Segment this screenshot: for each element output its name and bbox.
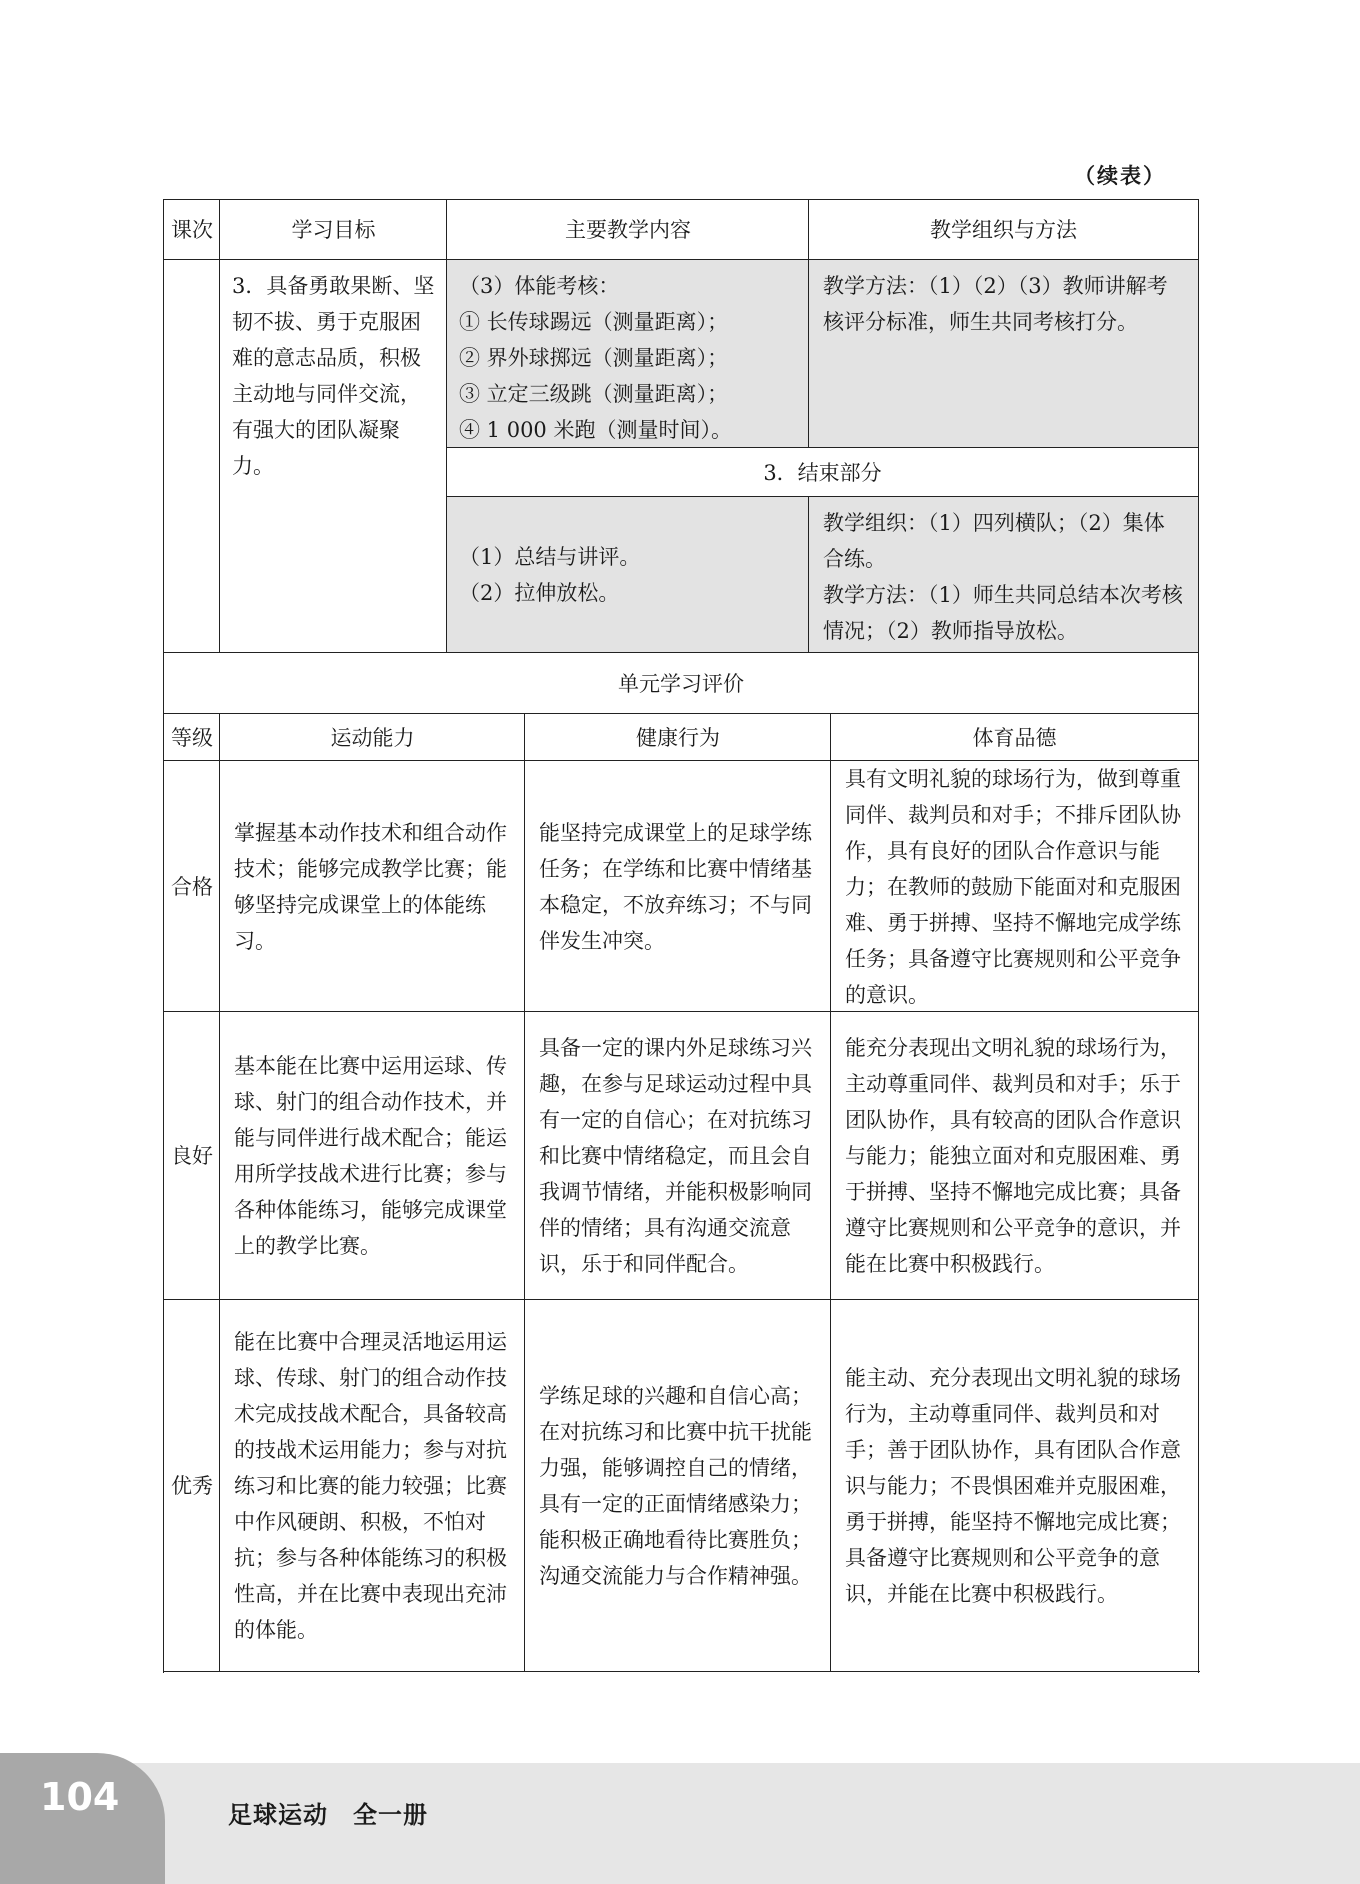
health-cell [525,1300,831,1672]
fitness-test [447,268,809,448]
rule [808,199,809,448]
ethics-cell [831,761,1198,1012]
rule [1198,199,1199,1673]
motor-cell [220,1300,525,1672]
list-item: ③ 立定三级跳（测量距离）； [459,382,729,406]
ending-items [447,497,809,653]
motor-text: 基本能在比赛中运用运球、传球、射门的组合动作技术，并能与同伴进行战术配合；能运用所学技战术进行比赛；参与各种体能练习，能够完成课堂上的教学比赛。 [234,1054,507,1258]
rule [219,713,220,1672]
level-label: 合格 [171,874,213,899]
ethics-text: 具有文明礼貌的球场行为，做到尊重同伴、裁判员和对手；不排斥团队协作，具有良好的团队合作意识与能力；在教师的鼓励下能面对和克服困难、勇于拼搏、坚持不懈地完成学练任务；具备遵守比赛规则和公平竞争的意识。 [845,766,1181,1007]
rule [447,496,1198,497]
motor-text: 掌握基本动作技术和组合动作技术；能够完成教学比赛；能够坚持完成课堂上的体能练习。 [234,820,507,953]
page-number: 104 [40,1775,120,1819]
list-item: ② 界外球掷远（测量距离）； [459,346,729,370]
book-title: 足球运动 全一册 [228,1801,428,1829]
motor-cell [220,761,525,1012]
goal-text: 3．具备勇敢果断、坚韧不拔、勇于克服困难的意志品质，积极主动地与同伴交流，有强大的团队凝聚力。 [232,274,435,478]
footer-bar [0,1763,1360,1884]
rule [808,496,809,653]
ethics-text: 能充分表现出文明礼貌的球场行为，主动尊重同伴、裁判员和对手；乐于团队协作，具有较高的团队合作意识与能力；能独立面对和克服困难、勇于拼搏、坚持不懈地完成比赛；具备遵守比赛规则和公平竞争的意识，并能在比赛中积极践行。 [845,1036,1181,1276]
rule [164,1671,1200,1672]
motor-text: 能在比赛中合理灵活地运用运球、传球、射门的组合动作技术完成技战术配合，具备较高的技战术运用能力；参与对抗练习和比赛的能力较强；比赛中作风硬朗、积极，不怕对抗；参与各种体能练习的积极性高，并在比赛中表现出充沛的体能。 [234,1330,507,1642]
rule [164,713,1198,714]
health-cell [525,761,831,1012]
header-motor: 运动能力 [330,725,415,750]
rule [219,199,220,653]
list-item: ① 长传球踢远（测量距离）； [459,310,729,334]
list-item: ④ 1 000 米跑（测量时间）。 [459,418,732,442]
rule [524,713,525,1672]
header-goal: 学习目标 [291,218,376,242]
level-label: 优秀 [171,1474,213,1498]
ethics-text: 能主动、充分表现出文明礼貌的球场行为，主动尊重同伴、裁判员和对手；善于团队协作，具有团队合作意识与能力；不畏惧困难并克服困难，勇于拼搏，能坚持不懈地完成比赛；具备遵守比赛规则和公平竞争的意识，并能在比赛中积极践行。 [845,1366,1181,1606]
header-lesson: 课次 [171,218,213,242]
fitness-test-method: 教学方法：（1）（2）（3）教师讲解考核评分标准，师生共同考核打分。 [823,274,1168,334]
rule [164,760,1198,761]
evaluation-title: 单元学习评价 [618,671,744,696]
rule [164,199,1198,200]
rule [164,259,1198,260]
header-ethics: 体育品德 [972,725,1057,750]
list-item: （2）拉伸放松。 [459,581,620,605]
list-item: （1）总结与讲评。 [459,545,641,569]
ethics-cell [831,1300,1198,1672]
health-cell [525,1012,831,1300]
health-text: 学练足球的兴趣和自信心高；在对抗练习和比赛中抗干扰能力强，能够调控自己的情绪，具有一定的正面情绪感染力；能积极正确地看待比赛胜负；沟通交流能力与合作精神强。 [539,1384,812,1588]
health-text: 能坚持完成课堂上的足球学练任务；在学练和比赛中情绪基本稳定，不放弃练习；不与同伴发生冲突。 [539,820,812,953]
ending-section-title: 3．结束部分 [763,460,882,485]
motor-cell [220,1012,525,1300]
header-method: 教学组织与方法 [930,218,1077,242]
rule [164,1011,1198,1012]
continued-label: （续表） [1074,164,1166,188]
ending-method-cell [809,505,1198,649]
level-label: 良好 [171,1144,213,1168]
rule [446,199,447,653]
header-content: 主要教学内容 [565,218,691,242]
rule [830,713,831,1672]
rule [163,199,164,1673]
ending-organization: 教学组织：（1）四列横队；（2）集体合练。 [823,511,1165,571]
rule [447,447,1198,448]
header-health: 健康行为 [636,725,720,750]
rule [164,1299,1198,1300]
health-text: 具备一定的课内外足球练习兴趣，在参与足球运动过程中具有一定的自信心；在对抗练习和比赛中情绪稳定，而且会自我调节情绪，并能积极影响同伴的情绪；具有沟通交流意识，乐于和同伴配合。 [539,1036,812,1276]
header-level: 等级 [171,725,213,750]
ending-method: 教学方法：（1）师生共同总结本次考核情况；（2）教师指导放松。 [823,583,1183,643]
ethics-cell [831,1012,1198,1300]
fitness-test-title: （3）体能考核： [459,274,620,298]
rule [164,652,1198,653]
